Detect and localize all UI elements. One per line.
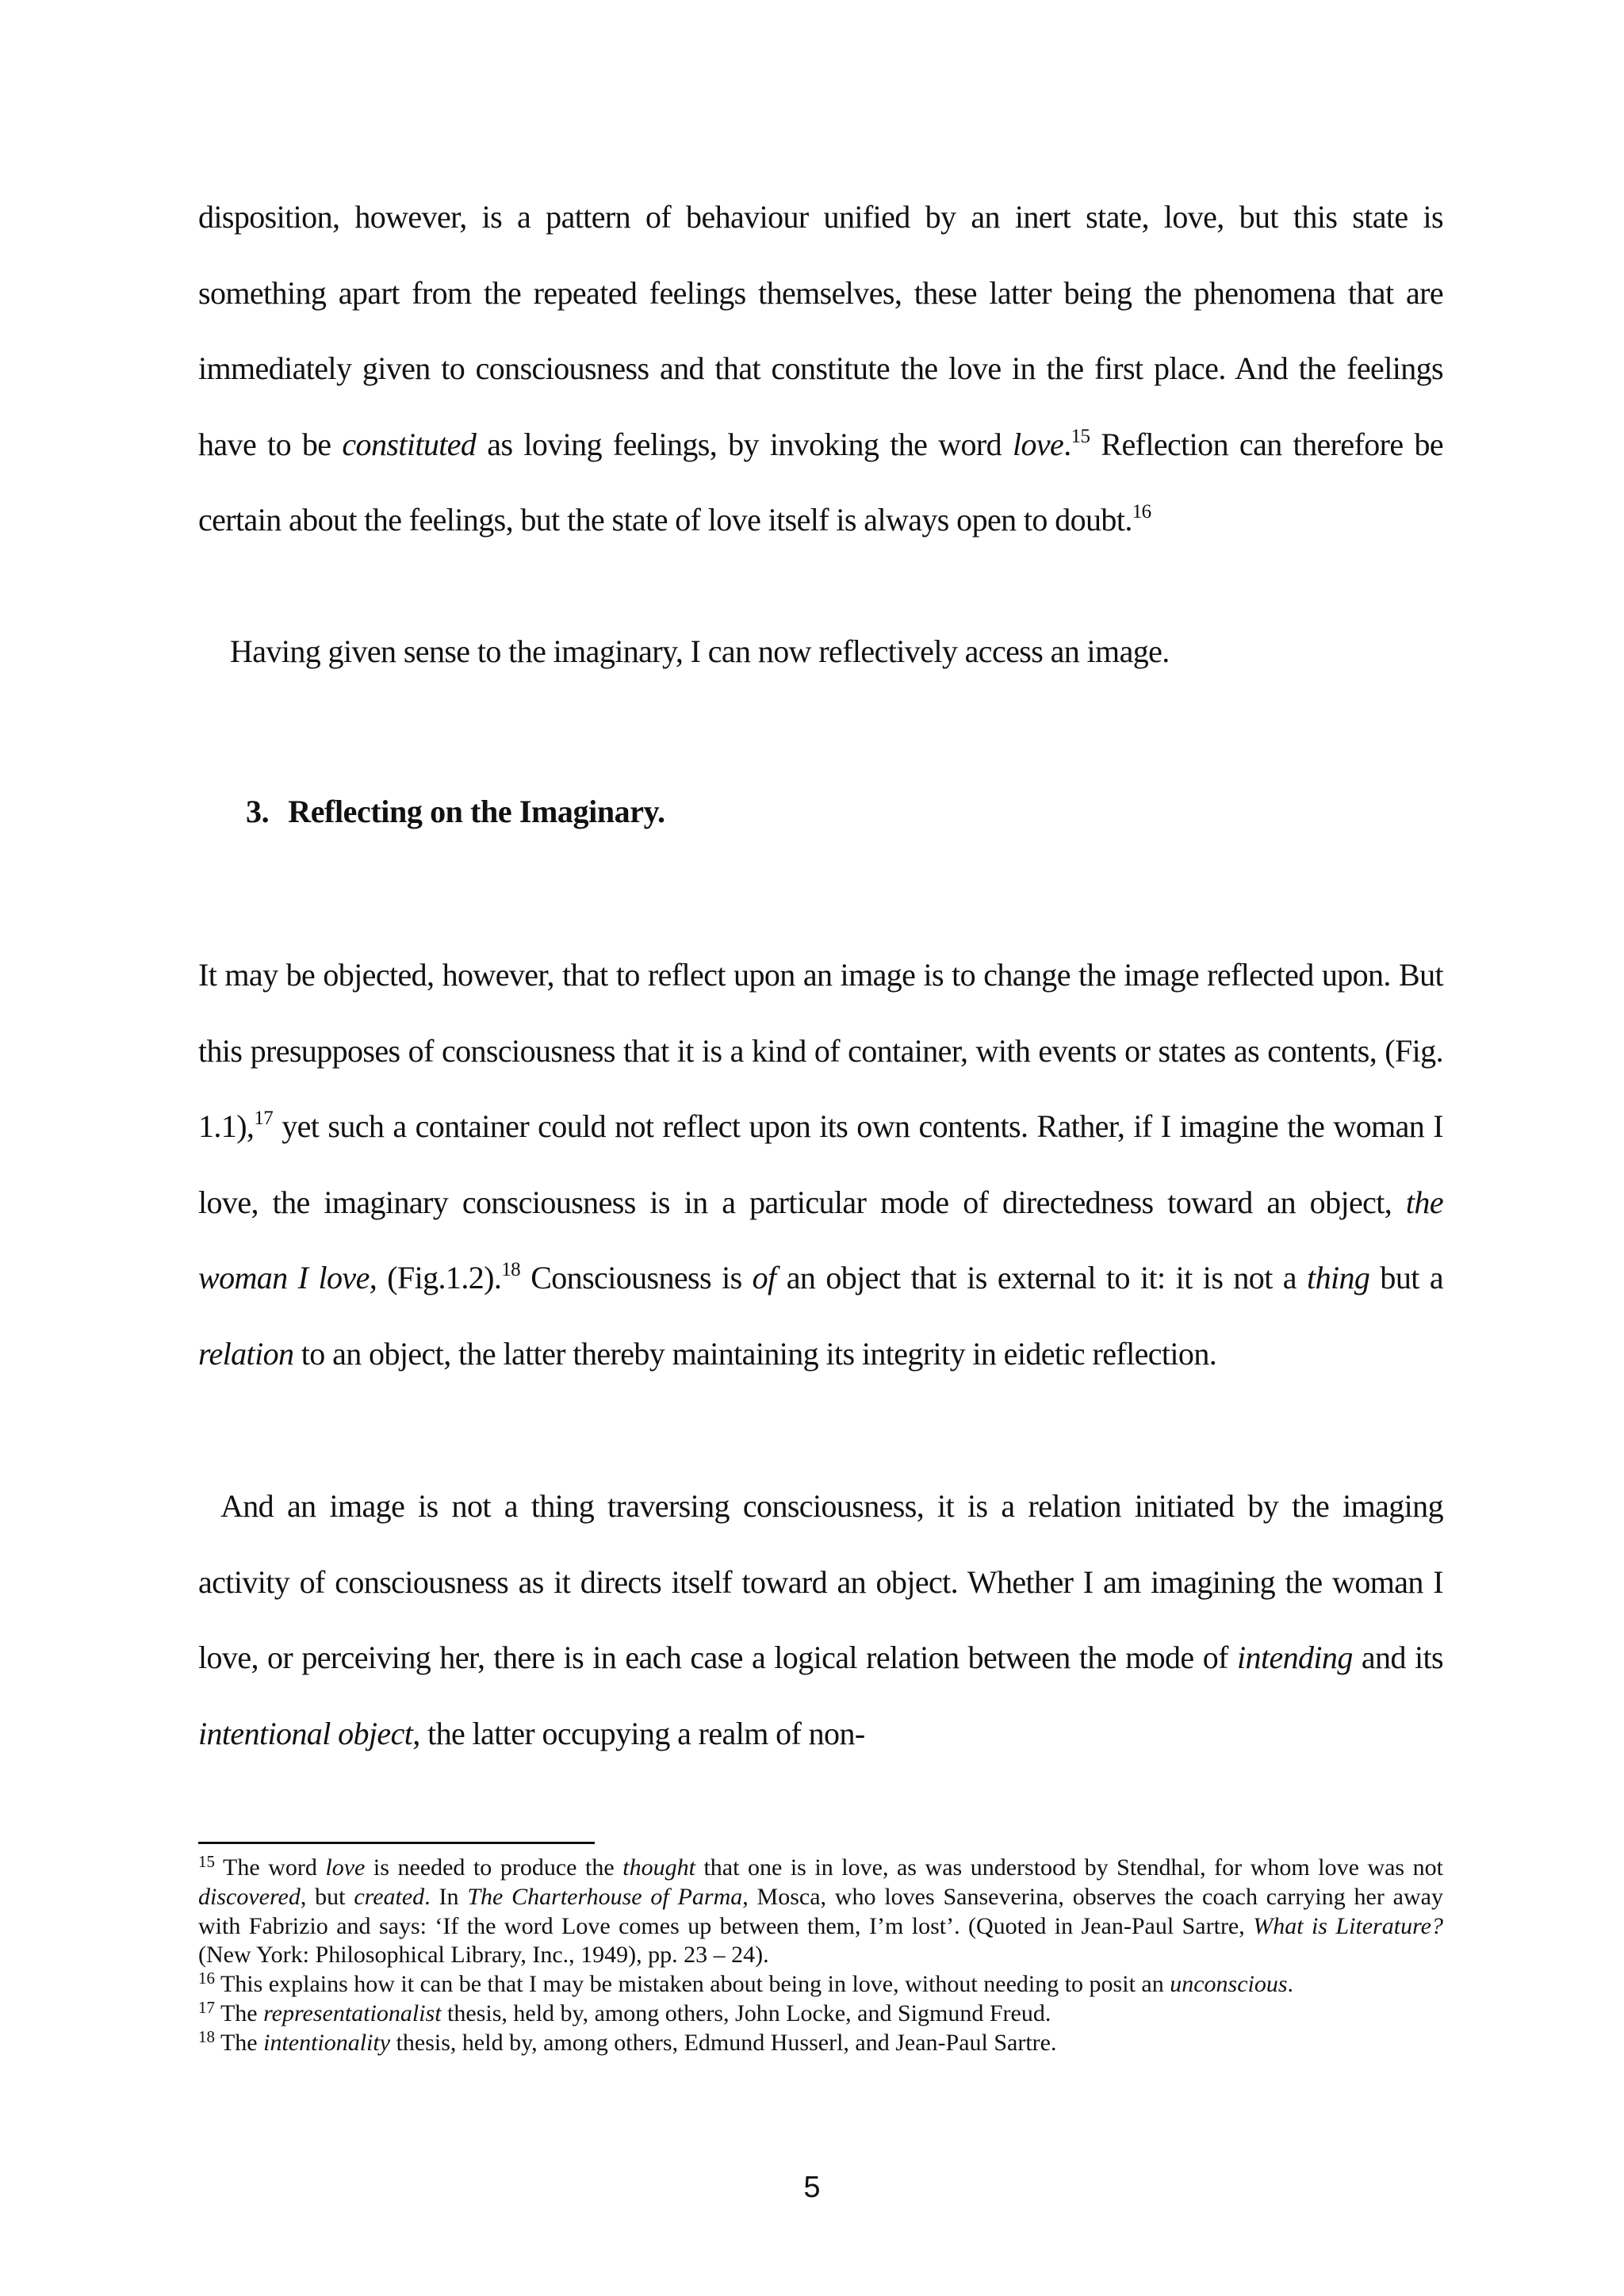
paragraph-3-text-2: and its <box>1352 1640 1444 1675</box>
paragraph-2-text-7: to an object, the latter thereby maintaining its integrity in eidetic reflection. <box>293 1335 1217 1372</box>
footnote-18-text-1: The <box>215 2029 264 2056</box>
footnote-18-italic-1: intentionality <box>263 2029 391 2056</box>
paragraph-1-text-3: . <box>1063 426 1071 462</box>
paragraph-2-text-5: an object that is external to it: it is not a <box>776 1260 1308 1295</box>
paragraph-1 <box>198 179 1443 558</box>
footnote-ref-17: 17 <box>254 1108 274 1129</box>
footnote-15-italic-4: created <box>354 1883 425 1910</box>
footnote-16-italic-1: unconscious <box>1170 1971 1288 1998</box>
paragraph-3-italic-intentional-object: intentional object <box>198 1715 413 1751</box>
footnote-ref-18: 18 <box>501 1259 521 1280</box>
section-heading <box>246 793 665 830</box>
section-number: 3. <box>246 794 270 829</box>
paragraph-3-text-3: , the latter occupying a realm of non- <box>412 1715 865 1751</box>
paragraph-2-text-6: but a <box>1369 1260 1443 1295</box>
paragraph-2-italic-of: of <box>752 1260 776 1295</box>
footnote-16-text-1: This explains how it can be that I may be mistaken about being in love, without needing to posit an <box>215 1971 1170 1998</box>
paragraph-3-italic-intending: intending <box>1237 1640 1353 1675</box>
footnote-marker-16: 16 <box>198 1969 215 1988</box>
paragraph-3 <box>198 1468 1443 1771</box>
paragraph-2-text-4: Consciousness is <box>520 1260 753 1295</box>
paragraph-2-text-2: yet such a container could not reflect upon its own contents. Rather, if I imagine the woman I love, the imaginary consciousness is in a particular mode of directedness toward an object, <box>198 1108 1443 1220</box>
footnote-marker-17: 17 <box>198 1997 215 2017</box>
footnote-17-italic-1: representationalist <box>263 1999 442 2026</box>
footnote-17-text-1: The <box>215 1999 264 2026</box>
footnote-separator <box>198 1842 595 1844</box>
footnote-15-text-3: that one is in love, as was understood by Stendhal, for whom love was not <box>695 1854 1443 1881</box>
footnote-17 <box>198 1999 1443 2029</box>
paragraph-1-italic-love: love <box>1012 426 1064 462</box>
footnote-15-italic-3: discovered <box>198 1883 301 1910</box>
footnote-16-text-2: . <box>1287 1971 1294 1998</box>
footnote-15-text-2: is needed to produce the <box>365 1854 623 1881</box>
paragraph-3-text-1: And an image is not a thing traversing consciousness, it is a relation initiated by the imaging activity of consciousness as it directs itself toward an object. Whether I am imagining the woman I love, or perceiving her, there is in each case a logical relation between the mode of <box>198 1488 1443 1675</box>
paragraph-2 <box>198 937 1443 1391</box>
footnote-16 <box>198 1970 1443 1999</box>
footnote-18 <box>198 2026 1443 2058</box>
section-title: Reflecting on the Imaginary. <box>288 794 665 829</box>
footnote-ref-16: 16 <box>1132 501 1151 522</box>
page-number: 5 <box>803 2171 821 2204</box>
footnote-15-italic-5: The Charterhouse of Parma <box>467 1883 743 1910</box>
footnote-15-text-6: , Mosca, who loves Sanseverina, observes the coach carrying her away with Fabrizio and says: ‘If the word Love comes up between them, I’m lost’. (Quoted in Jean-Paul Sartre, <box>198 1883 1443 1939</box>
paragraph-2-text-1: It may be objected, however, that to reflect upon an image is to change the image reflected upon. But this presupposes of consciousness that it is a kind of container, with events or states as contents, (Fig. 1.1), <box>198 957 1443 1144</box>
footnote-marker-15: 15 <box>198 1852 215 1871</box>
footnotes <box>198 1854 1443 2058</box>
footnote-ref-15: 15 <box>1071 425 1090 447</box>
paragraph-2-italic-relation: relation <box>198 1335 294 1372</box>
paragraph-1-text-2: as loving feelings, by invoking the word <box>476 426 1013 462</box>
footnote-15-italic-1: love <box>325 1854 366 1881</box>
footnote-15-text-4: , but <box>300 1883 354 1910</box>
paragraph-2-italic-woman: the woman I love, <box>198 1184 1443 1295</box>
footnote-marker-18: 18 <box>198 2026 215 2046</box>
footnote-15-italic-2: thought <box>622 1854 695 1881</box>
footnote-18-text-2: thesis, held by, among others, Edmund Husserl, and Jean-Paul Sartre. <box>390 2029 1057 2056</box>
footnote-15-italic-6: What is Literature? <box>1253 1912 1443 1939</box>
paragraph-short: Having given sense to the imaginary, I can now reflectively access an image. <box>230 633 1170 669</box>
paragraph-2-italic-thing: thing <box>1307 1260 1370 1295</box>
footnote-17-text-2: thesis, held by, among others, John Locke, and Sigmund Freud. <box>441 1999 1051 2026</box>
paragraph-1-italic-constituted: constituted <box>342 426 477 462</box>
footnote-15 <box>198 1854 1443 1970</box>
footnote-15-text-7: (New York: Philosophical Library, Inc., 1949), pp. 23 – 24). <box>198 1942 769 1969</box>
footnote-15-text-1: The word <box>215 1854 326 1881</box>
paragraph-2-text-3: (Fig.1.2). <box>377 1260 502 1295</box>
footnote-15-text-5: . In <box>424 1883 468 1910</box>
paragraph-1-text-4: Reflection can therefore be certain about the feelings, but the state of love itself is always open to doubt. <box>198 426 1443 538</box>
paragraph-1-text-1: disposition, however, is a pattern of behaviour unified by an inert state, love, but this state is something apart from the repeated feelings themselves, these latter being the phenomena that are immediately given to consciousness and that constitute the love in the first place. And the feelings have to be <box>198 199 1443 462</box>
